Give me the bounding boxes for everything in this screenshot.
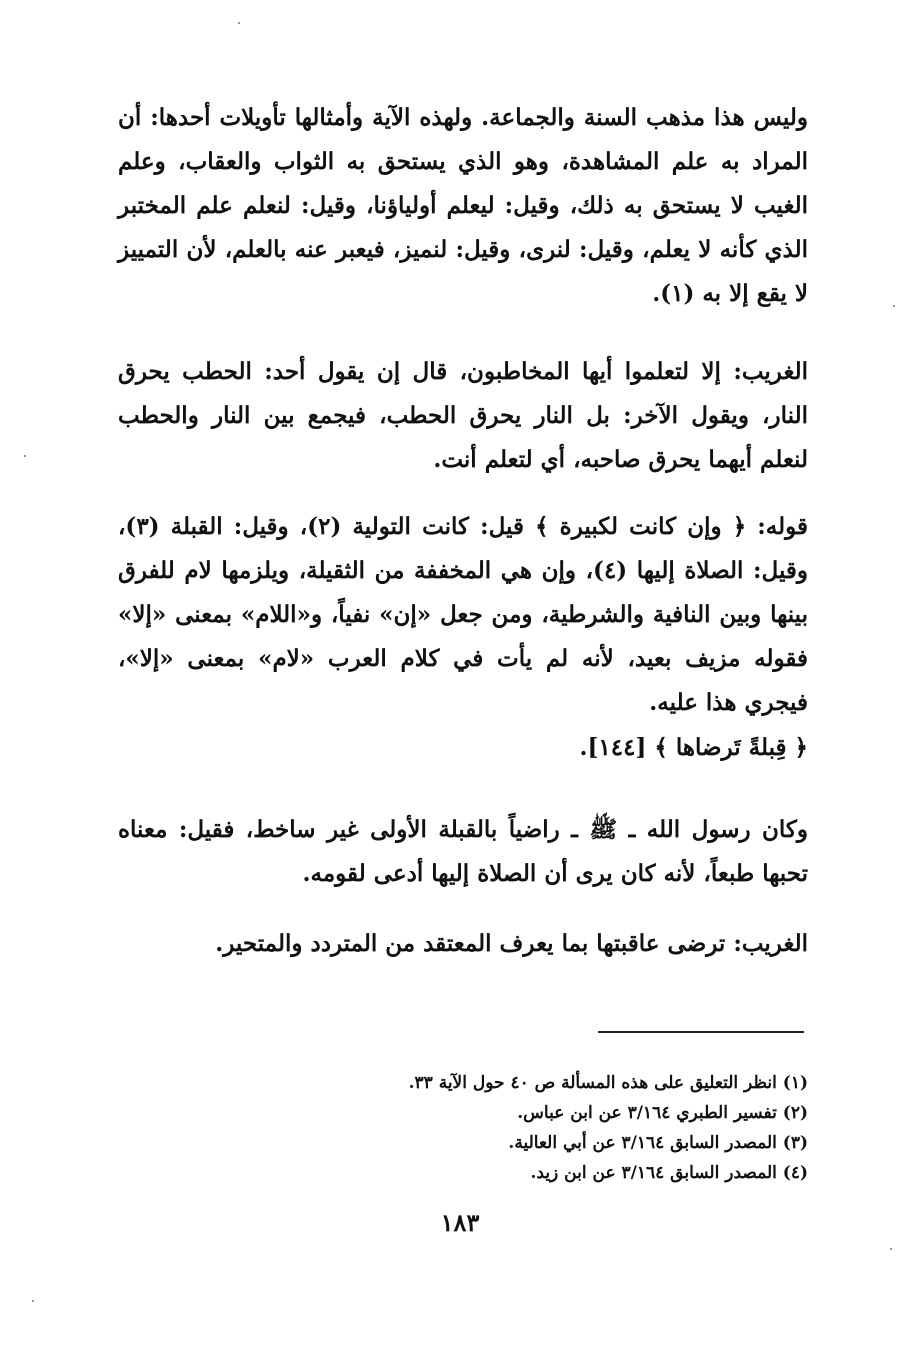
paragraph-prophet-qiblah: وكان رسول الله ـ ﷺ ـ راضياً بالقبلة الأولى غير ساخط، فقيل: معناه تحبها طبعاً، لأنه كان يرى أن الصلاة إليها أدعى لقومه.: [118, 816, 808, 887]
page-number: ١٨٣: [440, 1208, 480, 1237]
footnote-1: (١) انظر التعليق على هذه المسألة ص ٤٠ حول الآية ٣٣.: [408, 1073, 808, 1093]
ayah-heading-qiblah: ﴿ قِبلةً تَرضاها ﴾ [١٤٤].: [579, 734, 808, 761]
footnote-3: (٣) المصدر السابق ٣/١٦٤ عن أبي العالية.: [508, 1133, 808, 1153]
footnote-divider: [598, 1031, 804, 1033]
scan-speck: [890, 1248, 892, 1250]
scan-speck: [238, 22, 240, 24]
paragraph-gharib-fire-wood: الغريب: إلا لتعلموا أيها المخاطبون، قال إن يقول أحد: الحطب يحرق النار، ويقول الآخر: بل النار يحرق الحطب، فيجمع بين النار والحطب لنعلم أيهما يحرق صاحبه، أي لتعلم أنت.: [118, 358, 808, 473]
paragraph-gharib-tarda: الغريب: ترضى عاقبتها بما يعرف المعتقد من المتردد والمتحير.: [215, 930, 808, 957]
paragraph-wa-in-kanat: قوله: ﴿ وإن كانت لكبيرة ﴾ قيل: كانت التولية (٢)، وقيل: القبلة (٣)، وقيل: الصلاة إليها (٤)، وإن هي المخففة من الثقيلة، ويلزمها لام للفرق بينها وبين النافية والشرطية، ومن جعل «إن» نفياً، و«اللام» بمعنى «إلا» فقوله مزيف بعيد، لأنه لم يأت في كلام العرب «لام» بمعنى «إلا»، فيجري هذا عليه.: [118, 513, 808, 716]
footnote-2: (٢) تفسير الطبري ٣/١٦٤ عن ابن عباس.: [517, 1103, 808, 1123]
scan-speck: [24, 455, 26, 457]
scan-speck: [32, 1300, 34, 1302]
footnotes: [300, 1068, 808, 1188]
scan-speck: [893, 305, 895, 307]
paragraph-interpretations: وليس هذا مذهب السنة والجماعة. ولهذه الآية وأمثالها تأويلات أحدها: أن المراد به علم المشاهدة، وهو الذي يستحق به الثواب والعقاب، وعلم الغيب لا يستحق به ذلك، وقيل: ليعلم أولياؤنا، وقيل: لنعلم علم المختبر الذي كأنه لا يعلم، وقيل: لنرى، وقيل: لنميز، فيعبر عنه بالعلم، لأن التمييز لا يقع إلا به (١).: [118, 104, 808, 307]
footnote-4: (٤) المصدر السابق ٣/١٦٤ عن ابن زيد.: [530, 1163, 808, 1183]
